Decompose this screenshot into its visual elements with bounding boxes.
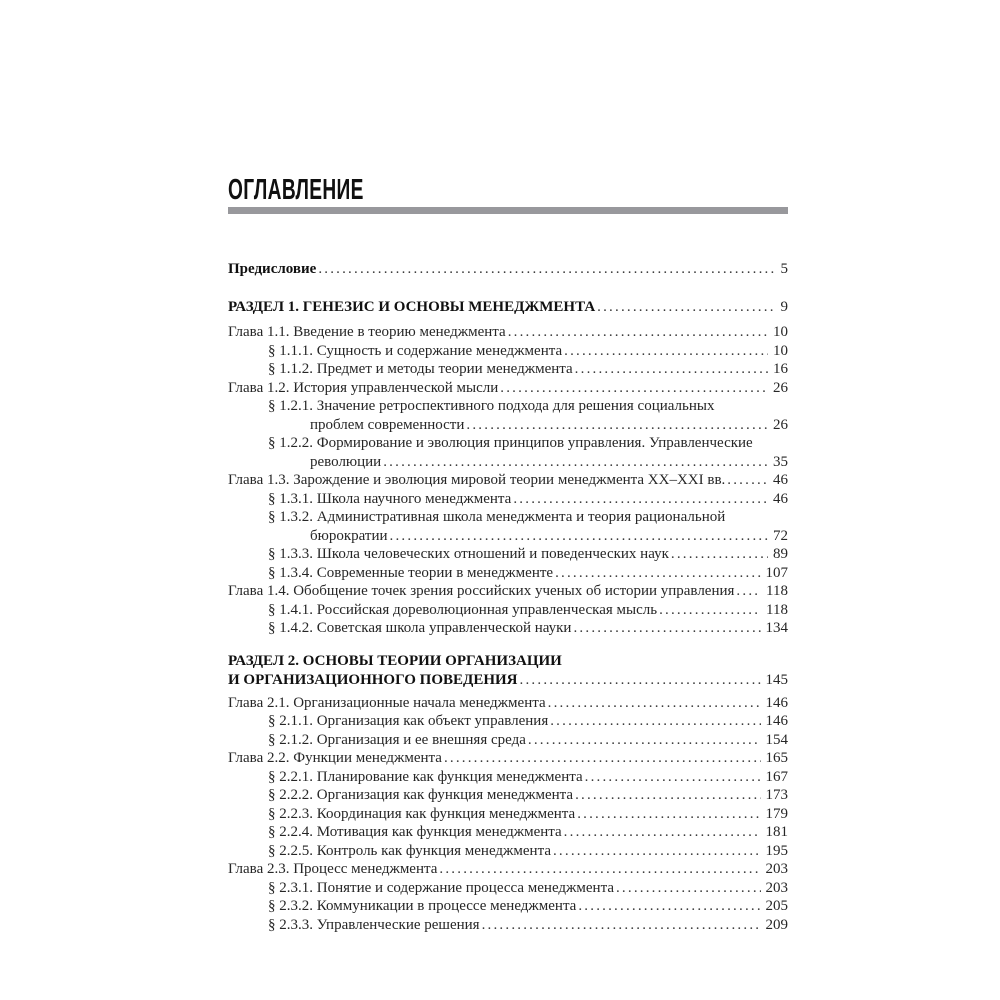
- toc-page-number: 9: [780, 298, 788, 315]
- toc-page-number: 16: [773, 361, 788, 377]
- toc-entry-text: § 2.2.1. Планирование как функция менеджмента: [268, 768, 583, 785]
- toc-entry-text: революции: [310, 453, 382, 470]
- toc-page-number: 72: [773, 527, 788, 544]
- toc-entry-text: § 2.3.2. Коммуникации в процессе менеджмента: [268, 898, 577, 914]
- dot-leader: [597, 298, 775, 318]
- toc-entry-text: Глава 1.3. Зарождение и эволюция мировой теории менеджмента XX–XXI вв.: [228, 472, 726, 488]
- toc-entry-preface: [228, 260, 788, 279]
- toc-page-number: 5: [780, 261, 788, 277]
- toc-entry-text: § 2.2.3. Координация как функция менеджмента: [268, 805, 576, 822]
- toc-entry-text: § 1.4.2. Советская школа управленческой науки: [268, 620, 572, 636]
- toc-entry-chapter-1-1: [228, 323, 788, 342]
- toc-page-number: 26: [773, 416, 788, 433]
- dot-leader: [520, 671, 761, 691]
- toc-page-number: 107: [765, 564, 788, 581]
- toc-entry-para-2-2-3: [228, 805, 788, 824]
- toc-entry-chapter-1-2: [228, 379, 788, 398]
- toc-entry-para-1-3-2-line2: [228, 527, 788, 546]
- dot-leader: [555, 564, 760, 583]
- dot-leader: [671, 545, 768, 564]
- dot-leader: [318, 260, 775, 279]
- dot-leader: [508, 323, 768, 342]
- toc-page-number: 35: [773, 453, 788, 470]
- dot-leader: [550, 712, 760, 731]
- toc-entry-para-1-4-2: [228, 619, 788, 638]
- dot-leader: [575, 360, 768, 379]
- dot-leader: [616, 879, 761, 898]
- toc-page-number: 154: [765, 731, 788, 748]
- toc-page-number: 195: [765, 842, 788, 859]
- toc-entry-text: Глава 2.2. Функции менеджмента: [228, 750, 442, 766]
- toc-entry-section-2-line2: [228, 671, 788, 691]
- toc-page-number: 203: [765, 879, 788, 896]
- toc-entry-text: § 1.2.1. Значение ретроспективного подхода для решения социальных: [268, 398, 715, 414]
- toc-entry-para-1-3-1: [228, 490, 788, 509]
- dot-leader: [444, 749, 761, 768]
- toc-entry-chapter-1-3: [228, 471, 788, 490]
- toc-page-number: 10: [773, 342, 788, 359]
- toc-entry-para-2-2-5: [228, 842, 788, 861]
- toc-entry-text: Глава 1.4. Обобщение точек зрения российских ученых об истории управления: [228, 583, 735, 599]
- toc-page-number: 173: [765, 787, 788, 803]
- toc-page-number: 205: [765, 898, 788, 914]
- toc-entry-section-2-line1: [228, 652, 788, 672]
- toc-entry-para-1-3-4: [228, 564, 788, 583]
- toc-entry-text: § 1.3.4. Современные теории в менеджменте: [268, 564, 554, 581]
- toc-page-number: 26: [773, 379, 788, 396]
- toc-entry-text: проблем современности: [310, 416, 465, 433]
- toc-entry-para-1-2-1-line2: [228, 416, 788, 435]
- toc-entry-text: бюрократии: [310, 527, 388, 544]
- toc-page-number: 46: [773, 490, 788, 507]
- toc-entry-chapter-1-4: [228, 582, 788, 601]
- toc-page-number: 165: [765, 750, 788, 766]
- dot-leader: [736, 582, 761, 601]
- dot-leader: [727, 471, 768, 490]
- toc-entry-text: § 2.2.2. Организация как функция менеджмента: [268, 787, 574, 803]
- dot-leader: [577, 805, 760, 824]
- toc-entry-text: РАЗДЕЛ 1. ГЕНЕЗИС И ОСНОВЫ МЕНЕДЖМЕНТА: [228, 298, 596, 315]
- toc-entry-text: § 2.3.1. Понятие и содержание процесса менеджмента: [268, 879, 614, 896]
- toc-page-number: 146: [765, 713, 788, 729]
- toc-page-number: 167: [765, 768, 788, 785]
- toc-entry-text: § 2.2.5. Контроль как функция менеджмента: [268, 842, 551, 859]
- toc-entry-text: § 1.1.1. Сущность и содержание менеджмента: [268, 342, 563, 359]
- dot-leader: [500, 379, 768, 398]
- dot-leader: [573, 619, 760, 638]
- toc-entry-text: И ОРГАНИЗАЦИОННОГО ПОВЕДЕНИЯ: [228, 672, 518, 688]
- toc-entry-text: § 1.1.2. Предмет и методы теории менеджмента: [268, 361, 573, 377]
- dot-leader: [383, 453, 768, 472]
- toc-page-number: 145: [765, 672, 788, 688]
- toc-page-number: 118: [766, 601, 788, 618]
- toc-entry-chapter-2-2: [228, 749, 788, 768]
- title-underline-bar: [228, 207, 788, 214]
- page-title: ОГЛАВЛЕНИЕ: [228, 174, 364, 206]
- toc-entry-para-2-1-2: [228, 731, 788, 750]
- toc-entry-para-1-1-2: [228, 360, 788, 379]
- toc-entry-text: § 1.3.1. Школа научного менеджмента: [268, 490, 512, 507]
- toc-entry-para-2-3-3: [228, 916, 788, 935]
- dot-leader: [564, 342, 768, 361]
- toc-list: [228, 260, 788, 934]
- toc-page-number: 146: [765, 694, 788, 711]
- toc-entry-section-1: [228, 298, 788, 318]
- toc-entry-para-2-2-1: [228, 768, 788, 787]
- toc-entry-text: РАЗДЕЛ 2. ОСНОВЫ ТЕОРИИ ОРГАНИЗАЦИИ: [228, 652, 562, 669]
- toc-entry-text: Глава 1.1. Введение в теорию менеджмента: [228, 324, 506, 340]
- dot-leader: [659, 601, 761, 620]
- toc-entry-text: § 1.4.1. Российская дореволюционная управленческая мысль: [268, 601, 658, 618]
- toc-entry-text: § 2.1.2. Организация и ее внешняя среда: [268, 731, 526, 748]
- toc-entry-para-1-4-1: [228, 601, 788, 620]
- toc-entry-text: Глава 2.3. Процесс менеджмента: [228, 861, 438, 877]
- toc-entry-para-1-2-2-line2: [228, 453, 788, 472]
- toc-entry-para-2-3-2: [228, 897, 788, 916]
- toc-entry-text: Глава 1.2. История управленческой мысли: [228, 379, 499, 396]
- toc-entry-text: § 1.3.3. Школа человеческих отношений и поведенческих наук: [268, 546, 669, 562]
- dot-leader: [513, 490, 768, 509]
- toc-entry-para-2-2-2: [228, 786, 788, 805]
- toc-entry-para-2-2-4: [228, 823, 788, 842]
- dot-leader: [466, 416, 768, 435]
- toc-entry-para-1-2-1-line1: [228, 397, 788, 416]
- dot-leader: [548, 694, 761, 713]
- toc-entry-para-1-1-1: [228, 342, 788, 361]
- toc-entry-chapter-2-1: [228, 694, 788, 713]
- toc-content-column: [228, 0, 788, 934]
- toc-entry-para-2-3-1: [228, 879, 788, 898]
- toc-entry-text: § 2.2.4. Мотивация как функция менеджмента: [268, 824, 562, 840]
- dot-leader: [390, 527, 768, 546]
- toc-entry-chapter-2-3: [228, 860, 788, 879]
- toc-entry-text: § 2.1.1. Организация как объект управления: [268, 713, 549, 729]
- dot-leader: [564, 823, 761, 842]
- toc-entry-text: Глава 2.1. Организационные начала менеджмента: [228, 694, 546, 711]
- toc-page-number: 89: [773, 546, 788, 562]
- toc-page-number: 46: [773, 472, 788, 488]
- toc-page-number: 10: [773, 324, 788, 340]
- toc-page-number: 181: [765, 824, 788, 840]
- dot-leader: [575, 786, 760, 805]
- toc-page-number: 209: [765, 916, 788, 933]
- dot-leader: [578, 897, 760, 916]
- toc-entry-para-1-2-2-line1: [228, 434, 788, 453]
- toc-page-number: 118: [766, 583, 788, 599]
- toc-entry-text: § 2.3.3. Управленческие решения: [268, 916, 480, 933]
- toc-page-number: 179: [765, 805, 788, 822]
- dot-leader: [482, 916, 761, 935]
- dot-leader: [528, 731, 761, 750]
- toc-entry-para-1-3-3: [228, 545, 788, 564]
- toc-entry-para-1-3-2-line1: [228, 508, 788, 527]
- toc-entry-para-2-1-1: [228, 712, 788, 731]
- toc-entry-text: § 1.2.2. Формирование и эволюция принципов управления. Управленческие: [268, 435, 753, 451]
- dot-leader: [439, 860, 760, 879]
- toc-entry-text: § 1.3.2. Административная школа менеджмента и теория рациональной: [268, 509, 726, 525]
- toc-page-number: 203: [765, 861, 788, 877]
- toc-entry-text: Предисловие: [228, 261, 317, 277]
- dot-leader: [585, 768, 761, 787]
- dot-leader: [553, 842, 761, 861]
- toc-page-number: 134: [765, 620, 788, 636]
